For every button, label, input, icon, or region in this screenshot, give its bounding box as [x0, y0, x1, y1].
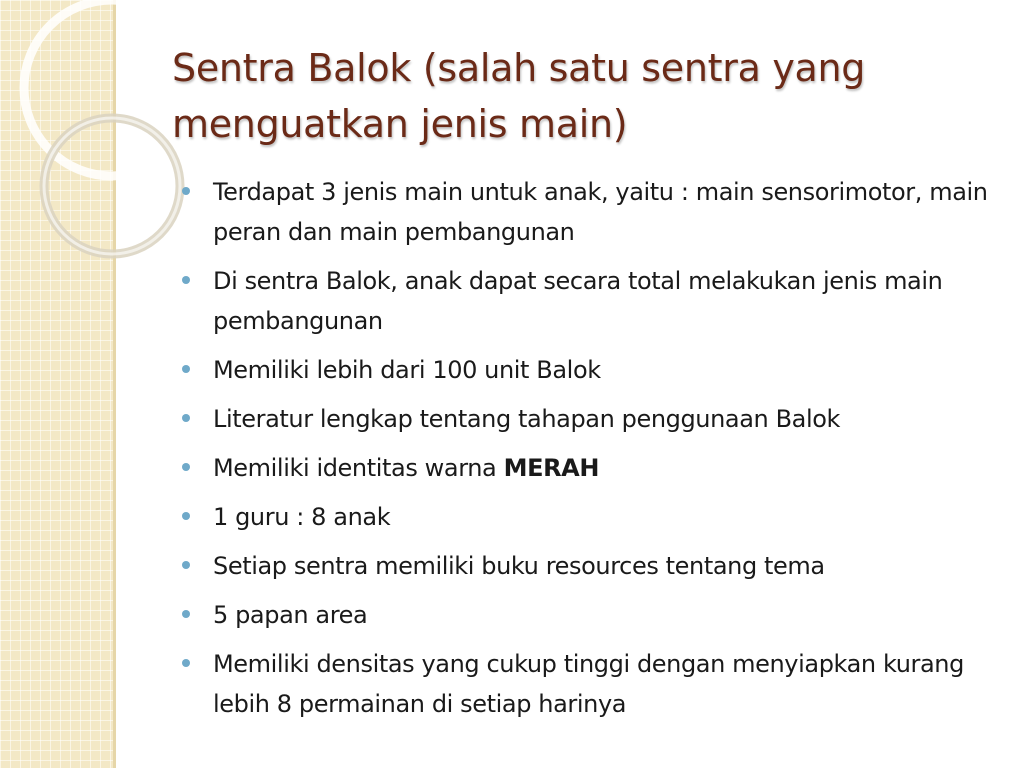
bullet-item [182, 448, 997, 488]
bullet-text-plain: Memiliki identitas warna [213, 454, 504, 482]
bullet-dot-icon [182, 512, 190, 520]
bullet-dot-icon [182, 463, 190, 471]
bullet-text: Terdapat 3 jenis main untuk anak, yaitu : main sensorimotor, main peran dan main pembangunan [213, 178, 988, 246]
bullet-text: 1 guru : 8 anak [213, 503, 391, 531]
bullet-item [182, 261, 997, 341]
bullet-text: Memiliki lebih dari 100 unit Balok [213, 356, 601, 384]
bullet-dot-icon [182, 365, 190, 373]
bullet-text: Setiap sentra memiliki buku resources tentang tema [213, 552, 825, 580]
bullet-item [182, 644, 997, 724]
decorative-rings [0, 0, 200, 290]
bullet-dot-icon [182, 610, 190, 618]
bullet-text: Literatur lengkap tentang tahapan penggunaan Balok [213, 405, 841, 433]
bullet-dot-icon [182, 187, 190, 195]
bullet-item [182, 172, 997, 252]
bullet-text-emphasis: MERAH [503, 454, 600, 482]
bullet-item [182, 595, 997, 635]
bullet-text: Memiliki densitas yang cukup tinggi dengan menyiapkan kurang lebih 8 permainan di setiap harinya [213, 650, 964, 718]
bullet-item [182, 350, 997, 390]
bullet-dot-icon [182, 276, 190, 284]
bullet-item [182, 546, 997, 586]
bullet-item [182, 497, 997, 537]
bullet-dot-icon [182, 659, 190, 667]
bullet-text: Di sentra Balok, anak dapat secara total melakukan jenis main pembangunan [213, 267, 943, 335]
bullet-text [213, 448, 599, 488]
bullet-item [182, 399, 997, 439]
decorative-ring-lower-highlight [44, 118, 180, 254]
bullet-list [182, 172, 997, 733]
bullet-dot-icon [182, 561, 190, 569]
bullet-dot-icon [182, 414, 190, 422]
slide-title: Sentra Balok (salah satu sentra yang menguatkan jenis main) [172, 46, 866, 146]
bullet-text: 5 papan area [213, 601, 368, 629]
